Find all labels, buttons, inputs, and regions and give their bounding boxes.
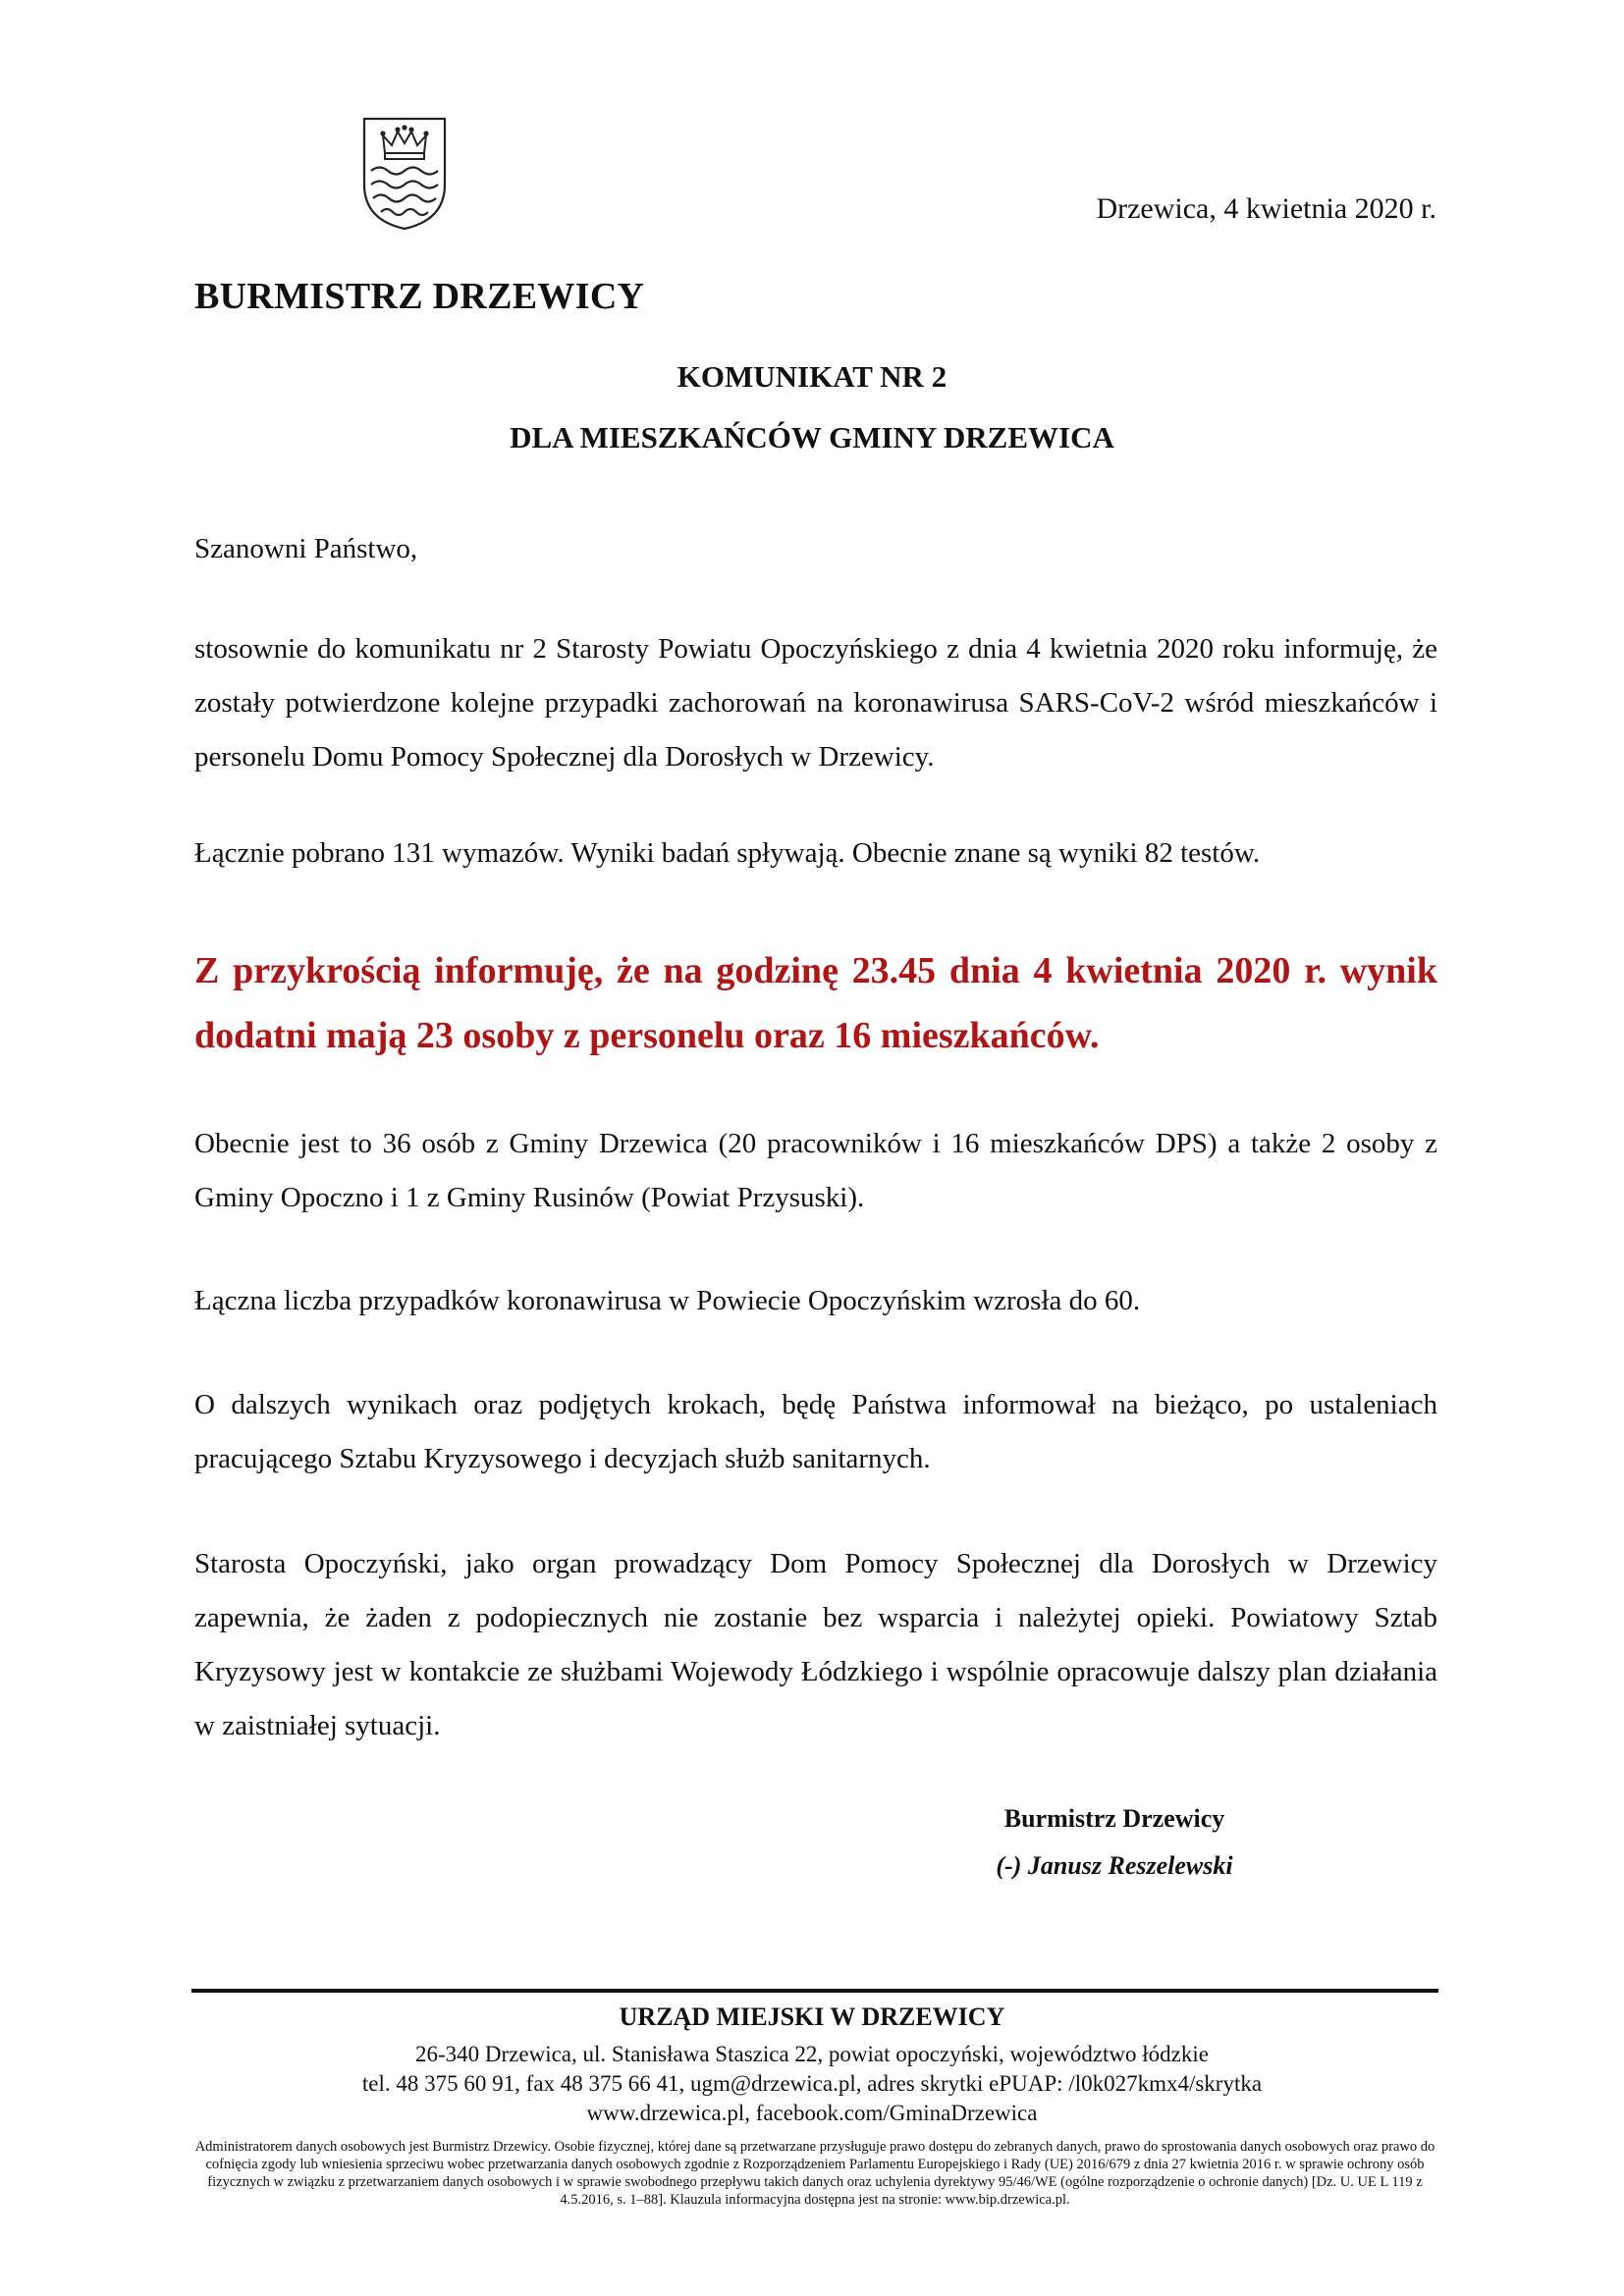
paragraph-cases: Obecnie jest to 36 osób z Gminy Drzewica (20 pracowników i 16 mieszkańców DPS) a także 2 osoby z Gminy Opoczno i 1 z Gminy Rusinów (Powiat Przysuski). [194,1128,1437,1213]
footer-legal-notice: Administratorem danych osobowych jest Burmistrz Drzewicy. Osobie fizycznej, której dane są przetwarzane przysługuje prawo dostępu do zebranych danych, prawo do sprostowania danych osobowych oraz prawo do cofnięcia zgody lub wniesienia sprzeciwu wobec przetwarzania danych osobowych zgodnie z Rozporządzeniem Parlamentu Europejskiego i Rady (UE) 2016/679 z dnia 27 kwietnia 2016 r. w sprawie ochrony osób fizycznych w związku z przetwarzaniem danych osobowych i w sprawie swobodnego przepływu takich danych oraz uchylenia dyrektywy 95/46/WE (ogólne rozporządzenie o ochronie danych) [Dz. U. UE L 119 z 4.5.2016, s. 1–88]. Klauzula informacyjna dostępna jest na stronie: www.bip.drzewica.pl. [194,2139,1435,2208]
footer-address: 26-340 Drzewica, ul. Stanisława Staszica 22, powiat opoczyński, województwo łódzkie [415,2042,1209,2066]
signature-role: Burmistrz Drzewicy [1003,1804,1225,1833]
document-title: KOMUNIKAT NR 2 [677,359,947,394]
document-subtitle: DLA MIESZKAŃCÓW GMINY DRZEWICA [510,420,1114,454]
paragraph-updates: O dalszych wynikach oraz podjętych krokach, będę Państwa informował na bieżąco, po ustaleniach pracującego Sztabu Kryzysowego i decyzjach służb sanitarnych. [194,1389,1437,1474]
footer-divider [191,1989,1438,1993]
paragraph-starosta: Starosta Opoczyński, jako organ prowadzący Dom Pomocy Społecznej dla Dorosłych w Drzewicy zapewnia, że żaden z podopiecznych nie zostanie bez wsparcia i należytej opieki. Powiatowy Sztab Kryzysowy jest w kontakcie ze służbami Wojewody Łódzkiego i wspólnie opracowuje dalszy plan działania w zaistniałej sytuacji. [194,1548,1437,1741]
footer-web: www.drzewica.pl, facebook.com/GminaDrzewica [586,2101,1038,2125]
paragraph-intro: stosownie do komunikatu nr 2 Starosty Powiatu Opoczyńskiego z dnia 4 kwietnia 2020 roku informuję, że zostały potwierdzone kolejne przypadki zachorowań na koronawirusa SARS-CoV-2 wśród mieszkańców i personelu Domu Pomocy Społecznej dla Dorosłych w Drzewicy. [194,633,1437,773]
coat-of-arms-icon [361,116,448,232]
footer-contact: tel. 48 375 60 91, fax 48 375 66 41, ugm@drzewica.pl, adres skrytki ePUAP: /l0k027kmx4/skrytka [361,2071,1263,2096]
document-date: Drzewica, 4 kwietnia 2020 r. [1096,192,1436,225]
alert-highlight: Z przykrością informuję, że na godzinę 23.45 dnia 4 kwietnia 2020 r. wynik dodatni mają 23 osoby z personelu oraz 16 mieszkańców. [194,950,1437,1056]
footer-title: URZĄD MIEJSKI W DRZEWICY [619,2002,1005,2031]
paragraph-total: Łączna liczba przypadków koronawirusa w Powiecie Opoczyńskim wzrosła do 60. [194,1285,1141,1316]
greeting: Szanowni Państwo, [194,533,418,564]
issuer-heading: BURMISTRZ DRZEWICY [194,276,645,317]
paragraph-tests: Łącznie pobrano 131 wymazów. Wyniki badań spływają. Obecnie znane są wyniki 82 testów. [194,837,1261,869]
signature-name: (-) Janusz Reszelewski [996,1851,1233,1880]
